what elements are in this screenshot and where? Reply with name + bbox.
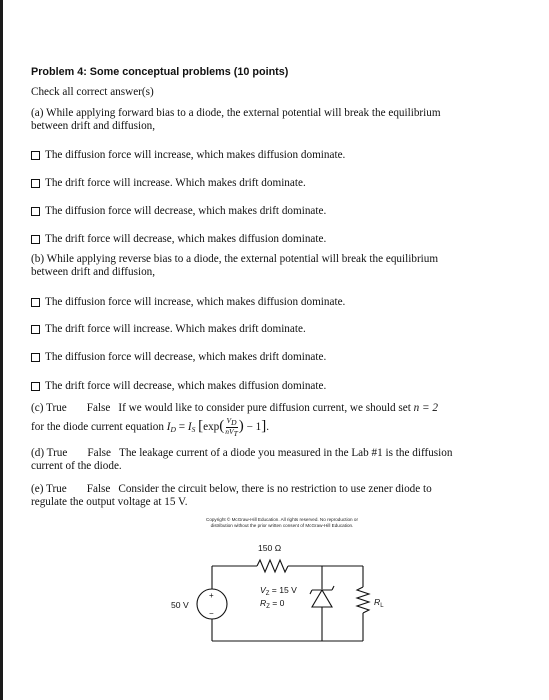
option-label: The drift force will increase. Which makes drift dominate. bbox=[45, 323, 306, 335]
vz-value: = 15 V bbox=[269, 585, 297, 595]
false-option[interactable]: False bbox=[86, 402, 111, 414]
eq-id: I bbox=[166, 421, 171, 434]
eq-num-sub: D bbox=[231, 418, 237, 427]
eq-minus: − 1 bbox=[246, 421, 262, 434]
eq-exp: exp bbox=[203, 421, 220, 434]
false-option[interactable]: False bbox=[87, 447, 111, 459]
source-plus: + bbox=[209, 591, 214, 600]
vz-symbol: V bbox=[260, 585, 266, 595]
eq-id-sub: D bbox=[170, 425, 176, 435]
rz-label bbox=[260, 598, 285, 610]
part-a-line1: (a) While applying forward bias to a diode, the external potential will break the equilibrium bbox=[31, 107, 441, 119]
part-a-line2: between drift and diffusion, bbox=[31, 120, 156, 132]
eq-den: nV bbox=[225, 427, 234, 436]
part-d-text: The leakage current of a diode you measured in the Lab #1 is the diffusion bbox=[119, 447, 453, 459]
true-option[interactable]: (e) True bbox=[31, 483, 67, 495]
option-label: The diffusion force will decrease, which makes drift dominate. bbox=[45, 205, 327, 217]
false-option[interactable]: False bbox=[86, 483, 111, 495]
eq-end: . bbox=[266, 421, 270, 434]
part-b-line2: between drift and diffusion, bbox=[31, 266, 156, 278]
rz-symbol: R bbox=[260, 598, 267, 608]
part-e-text: Consider the circuit below, there is no restriction to use zener diode to bbox=[118, 483, 432, 495]
vz-label bbox=[260, 585, 297, 597]
part-c-text: If we would like to consider pure diffusion current, we should set bbox=[118, 402, 411, 414]
part-d-line2: current of the diode. bbox=[31, 460, 122, 472]
option-label: The diffusion force will decrease, which makes drift dominate. bbox=[45, 351, 327, 363]
vz-subscript: Z bbox=[265, 591, 270, 597]
rl-subscript: L bbox=[380, 603, 384, 609]
problem-title: Problem 4: Some conceptual problems (10 points) bbox=[31, 66, 289, 78]
part-e-line2: regulate the output voltage at 15 V. bbox=[31, 496, 188, 508]
eq-den-sub: T bbox=[233, 429, 238, 438]
eq-num: V bbox=[226, 416, 232, 425]
load-resistor bbox=[357, 587, 369, 613]
instruction: Check all correct answer(s) bbox=[31, 86, 154, 98]
option-label: The drift force will decrease, which makes diffusion dominate. bbox=[45, 233, 327, 245]
part-b-line1: (b) While applying reverse bias to a diode, the external potential will break the equilibrium bbox=[31, 253, 439, 265]
copyright-line2: distribution without the prior written consent of McGraw-Hill Education. bbox=[210, 523, 354, 528]
true-option[interactable]: (c) True bbox=[31, 402, 67, 414]
resistor-150-ohm bbox=[257, 560, 288, 572]
rl-label bbox=[374, 597, 384, 609]
true-option[interactable]: (d) True bbox=[31, 447, 68, 459]
option-label: The diffusion force will increase, which makes diffusion dominate. bbox=[45, 149, 346, 161]
source-minus: − bbox=[209, 609, 214, 618]
diode-equation: $I_D = I_S$ [exp( $\frac{VD}{\text{nVT}}$ ) − 1]. bbox=[166, 416, 270, 438]
rz-value: = 0 bbox=[269, 598, 285, 608]
option-label: The diffusion force will increase, which makes diffusion dominate. bbox=[45, 296, 346, 308]
eq-is: I bbox=[187, 421, 192, 434]
source-label: 50 V bbox=[171, 600, 189, 610]
copyright-line1: Copyright © McGraw-Hill Education. All rights reserved. No reproduction or bbox=[206, 517, 358, 522]
rl-symbol: R bbox=[374, 597, 381, 607]
option-label: The drift force will decrease, which makes diffusion dominate. bbox=[45, 380, 327, 392]
zener-diode-icon bbox=[312, 590, 332, 607]
option-label: The drift force will increase. Which makes drift dominate. bbox=[45, 177, 306, 189]
equation-n: n = 2 bbox=[413, 402, 438, 414]
rz-subscript: Z bbox=[266, 604, 270, 610]
resistor-label: 150 Ω bbox=[258, 543, 282, 553]
eq-is-sub: S bbox=[191, 425, 196, 435]
part-c-line2-text: for the diode current equation bbox=[31, 421, 164, 434]
